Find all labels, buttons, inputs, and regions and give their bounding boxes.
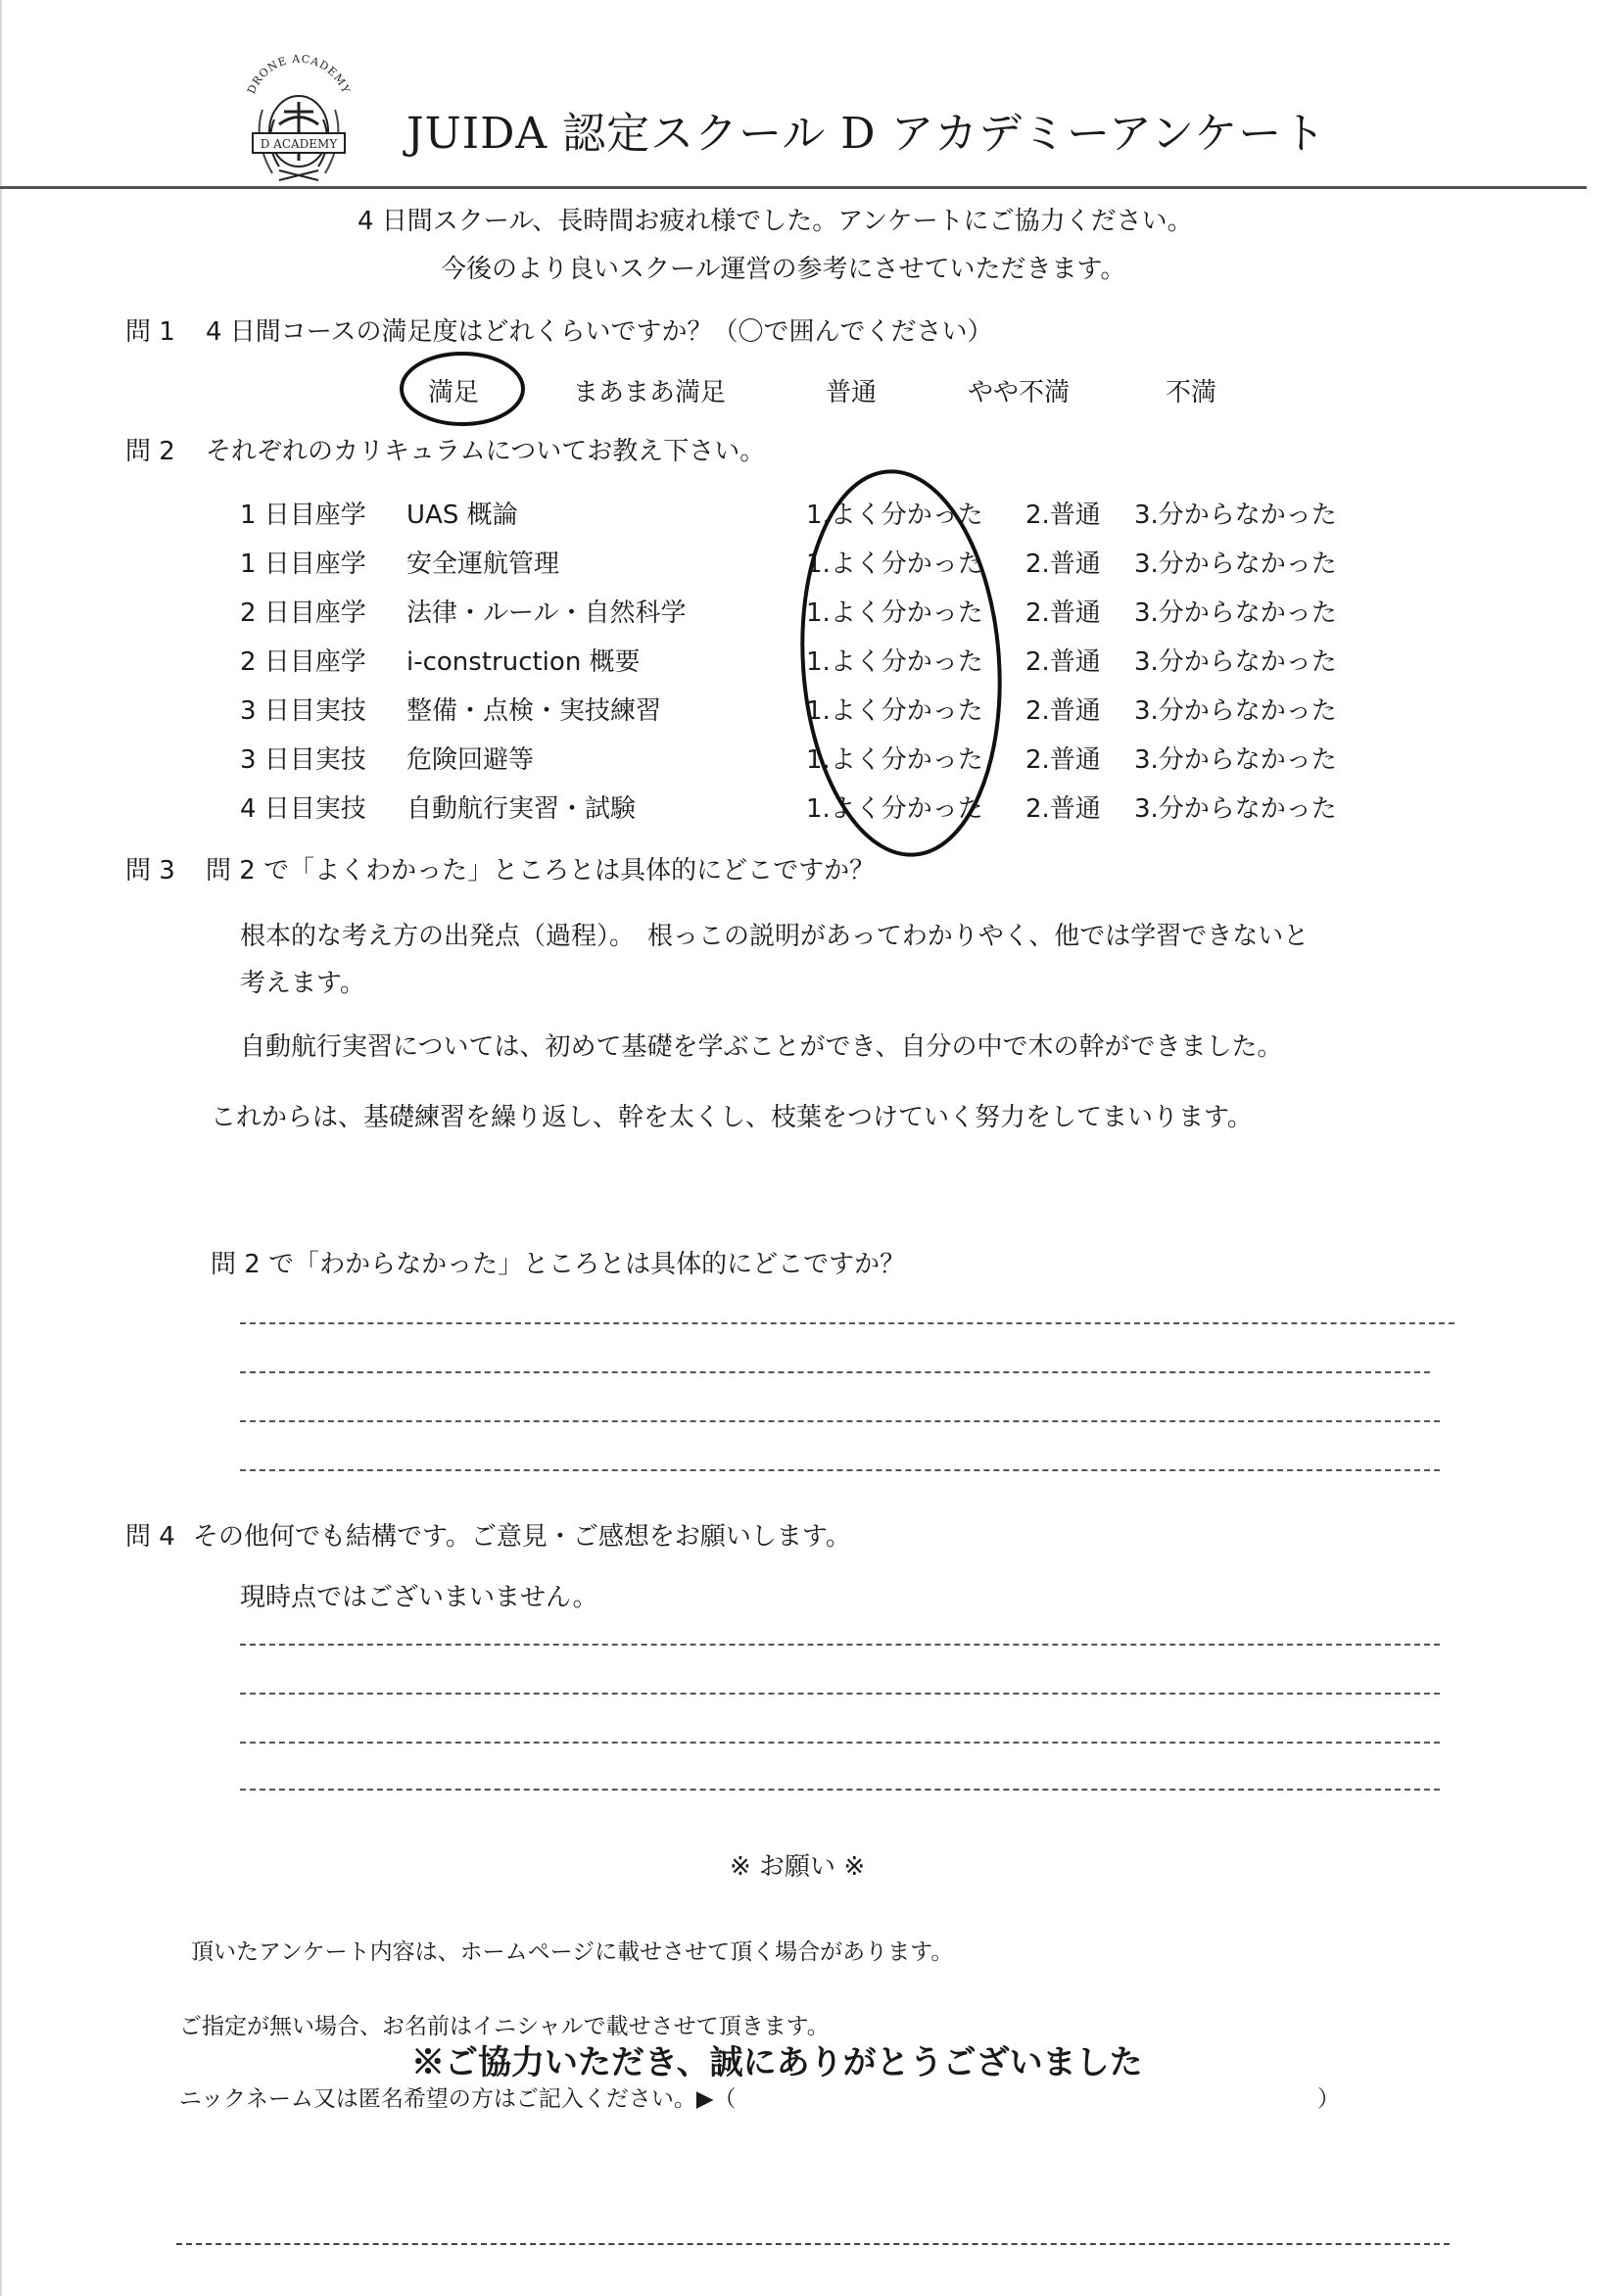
row-day: 2 日目座学 xyxy=(240,598,366,628)
logo xyxy=(235,51,362,188)
row-option-normal[interactable]: 2.普通 xyxy=(1025,501,1101,530)
row-option-normal[interactable]: 2.普通 xyxy=(1025,550,1101,579)
row-option-normal[interactable]: 2.普通 xyxy=(1025,696,1101,726)
row-option-not-understood[interactable]: 3.分からなかった xyxy=(1134,794,1337,824)
q3-answer-line-2: 考えます。 xyxy=(240,969,365,998)
notice-line-1: 頂いたアンケート内容は、ホームページに載せさせて頂く場合があります。 xyxy=(191,1939,954,1965)
q2-label: 問 2 xyxy=(125,437,175,466)
q1-label: 問 1 xyxy=(125,317,175,347)
row-day: 3 日目実技 xyxy=(240,745,366,775)
answer-line[interactable] xyxy=(240,1371,1430,1373)
q4-question: その他何でも結構です。ご意見・ご感想をお願いします。 xyxy=(193,1522,851,1552)
intro-line-1: 4 日間スクール、長時間お疲れ様でした。アンケートにご協力ください。 xyxy=(357,207,1193,236)
q1-option-somewhat-satisfied[interactable]: まあまあ満足 xyxy=(573,378,727,407)
row-option-understood[interactable]: 1.よく分かった xyxy=(806,647,983,677)
svg-text:DRONE ACADEMY: DRONE ACADEMY xyxy=(245,52,353,96)
row-day: 3 日目実技 xyxy=(240,696,366,726)
row-option-understood[interactable]: 1.よく分かった xyxy=(806,501,983,530)
notice-title: ※ お願い ※ xyxy=(730,1852,866,1882)
row-day: 1 日目座学 xyxy=(240,501,366,530)
nickname-close-paren: ） xyxy=(1317,2086,1340,2112)
row-option-normal[interactable]: 2.普通 xyxy=(1025,745,1101,775)
q1-option-satisfied[interactable]: 満足 xyxy=(428,378,480,407)
academy-emblem-icon xyxy=(235,51,362,188)
q3-label: 問 3 xyxy=(125,856,175,885)
answer-line[interactable] xyxy=(240,1789,1440,1791)
answer-line[interactable] xyxy=(240,1322,1454,1324)
row-option-understood[interactable]: 1.よく分かった xyxy=(806,696,983,726)
row-topic: 安全運航管理 xyxy=(406,550,560,579)
answer-line[interactable] xyxy=(240,1469,1440,1471)
row-option-understood[interactable]: 1.よく分かった xyxy=(806,598,983,628)
row-option-normal[interactable]: 2.普通 xyxy=(1025,647,1101,677)
answer-line[interactable] xyxy=(240,1420,1440,1422)
row-topic: 法律・ルール・自然科学 xyxy=(406,598,687,628)
row-day: 4 日目実技 xyxy=(240,794,366,824)
row-option-understood[interactable]: 1.よく分かった xyxy=(806,550,983,579)
nickname-prompt: ニックネーム又は匿名希望の方はご記入ください。▶（ xyxy=(179,2086,737,2112)
intro-line-2: 今後のより良いスクール運営の参考にさせていただきます。 xyxy=(441,255,1126,284)
page-title: JUIDA 認定スクール D アカデミーアンケート xyxy=(406,109,1327,159)
q1-selection-circle xyxy=(397,348,529,431)
header-divider xyxy=(0,186,1587,189)
thanks-message: ※ご協力いただき、誠にありがとうございました xyxy=(411,2043,1143,2082)
q1-option-normal[interactable]: 普通 xyxy=(826,378,878,407)
row-option-not-understood[interactable]: 3.分からなかった xyxy=(1134,598,1337,628)
q4-answer: 現時点ではございまいません。 xyxy=(240,1583,598,1612)
q1-question: 4 日間コースの満足度はどれくらいですか？（〇で囲んでください） xyxy=(206,317,993,347)
q1-option-somewhat-dissatisfied[interactable]: やや不満 xyxy=(968,378,1071,407)
notice-line-2: ご指定が無い場合、お名前はイニシャルで載せさせて頂きます。 xyxy=(179,2014,830,2039)
svg-text:D ACADEMY: D ACADEMY xyxy=(260,137,338,151)
row-topic: 自動航行実習・試験 xyxy=(406,794,637,824)
q3-answer-line-3: 自動航行実習については、初めて基礎を学ぶことができ、自分の中で木の幹ができました。 xyxy=(240,1032,1283,1062)
row-topic: 危険回避等 xyxy=(406,745,535,775)
q3-question: 問 2 で「よくわかった」ところとは具体的にどこですか？ xyxy=(206,856,876,885)
row-option-not-understood[interactable]: 3.分からなかった xyxy=(1134,696,1337,726)
row-option-normal[interactable]: 2.普通 xyxy=(1025,794,1101,824)
row-option-not-understood[interactable]: 3.分からなかった xyxy=(1134,550,1337,579)
q3-answer-line-1: 根本的な考え方の出発点（過程）。 根っこの説明があってわかりやく、他では学習できないと xyxy=(240,922,1310,951)
scan-edge xyxy=(0,0,2,2296)
answer-line[interactable] xyxy=(240,1742,1440,1744)
row-day: 1 日目座学 xyxy=(240,550,366,579)
q3-sub-question: 問 2 で「わからなかった」ところとは具体的にどこですか？ xyxy=(211,1250,906,1279)
row-option-not-understood[interactable]: 3.分からなかった xyxy=(1134,501,1337,530)
row-option-understood[interactable]: 1.よく分かった xyxy=(806,745,983,775)
row-topic: 整備・点検・実技練習 xyxy=(406,696,662,726)
row-option-not-understood[interactable]: 3.分からなかった xyxy=(1134,647,1337,677)
q2-question: それぞれのカリキュラムについてお教え下さい。 xyxy=(206,437,766,466)
row-option-understood[interactable]: 1.よく分かった xyxy=(806,794,983,824)
bottom-line xyxy=(176,2243,1450,2245)
q1-option-dissatisfied[interactable]: 不満 xyxy=(1166,378,1217,407)
nickname-input[interactable] xyxy=(862,2079,1312,2112)
row-topic: UAS 概論 xyxy=(406,501,518,530)
answer-line[interactable] xyxy=(240,1693,1440,1695)
row-option-not-understood[interactable]: 3.分からなかった xyxy=(1134,745,1337,775)
answer-line[interactable] xyxy=(240,1644,1440,1646)
q3-answer-line-4: これからは、基礎練習を繰り返し、幹を太くし、枝葉をつけていく努力をしてまいります。 xyxy=(211,1103,1253,1132)
row-option-normal[interactable]: 2.普通 xyxy=(1025,598,1101,628)
row-topic: i-construction 概要 xyxy=(406,647,641,677)
q2-selection-circle xyxy=(788,465,1024,867)
q4-label: 問 4 xyxy=(125,1522,175,1552)
row-day: 2 日目座学 xyxy=(240,647,366,677)
